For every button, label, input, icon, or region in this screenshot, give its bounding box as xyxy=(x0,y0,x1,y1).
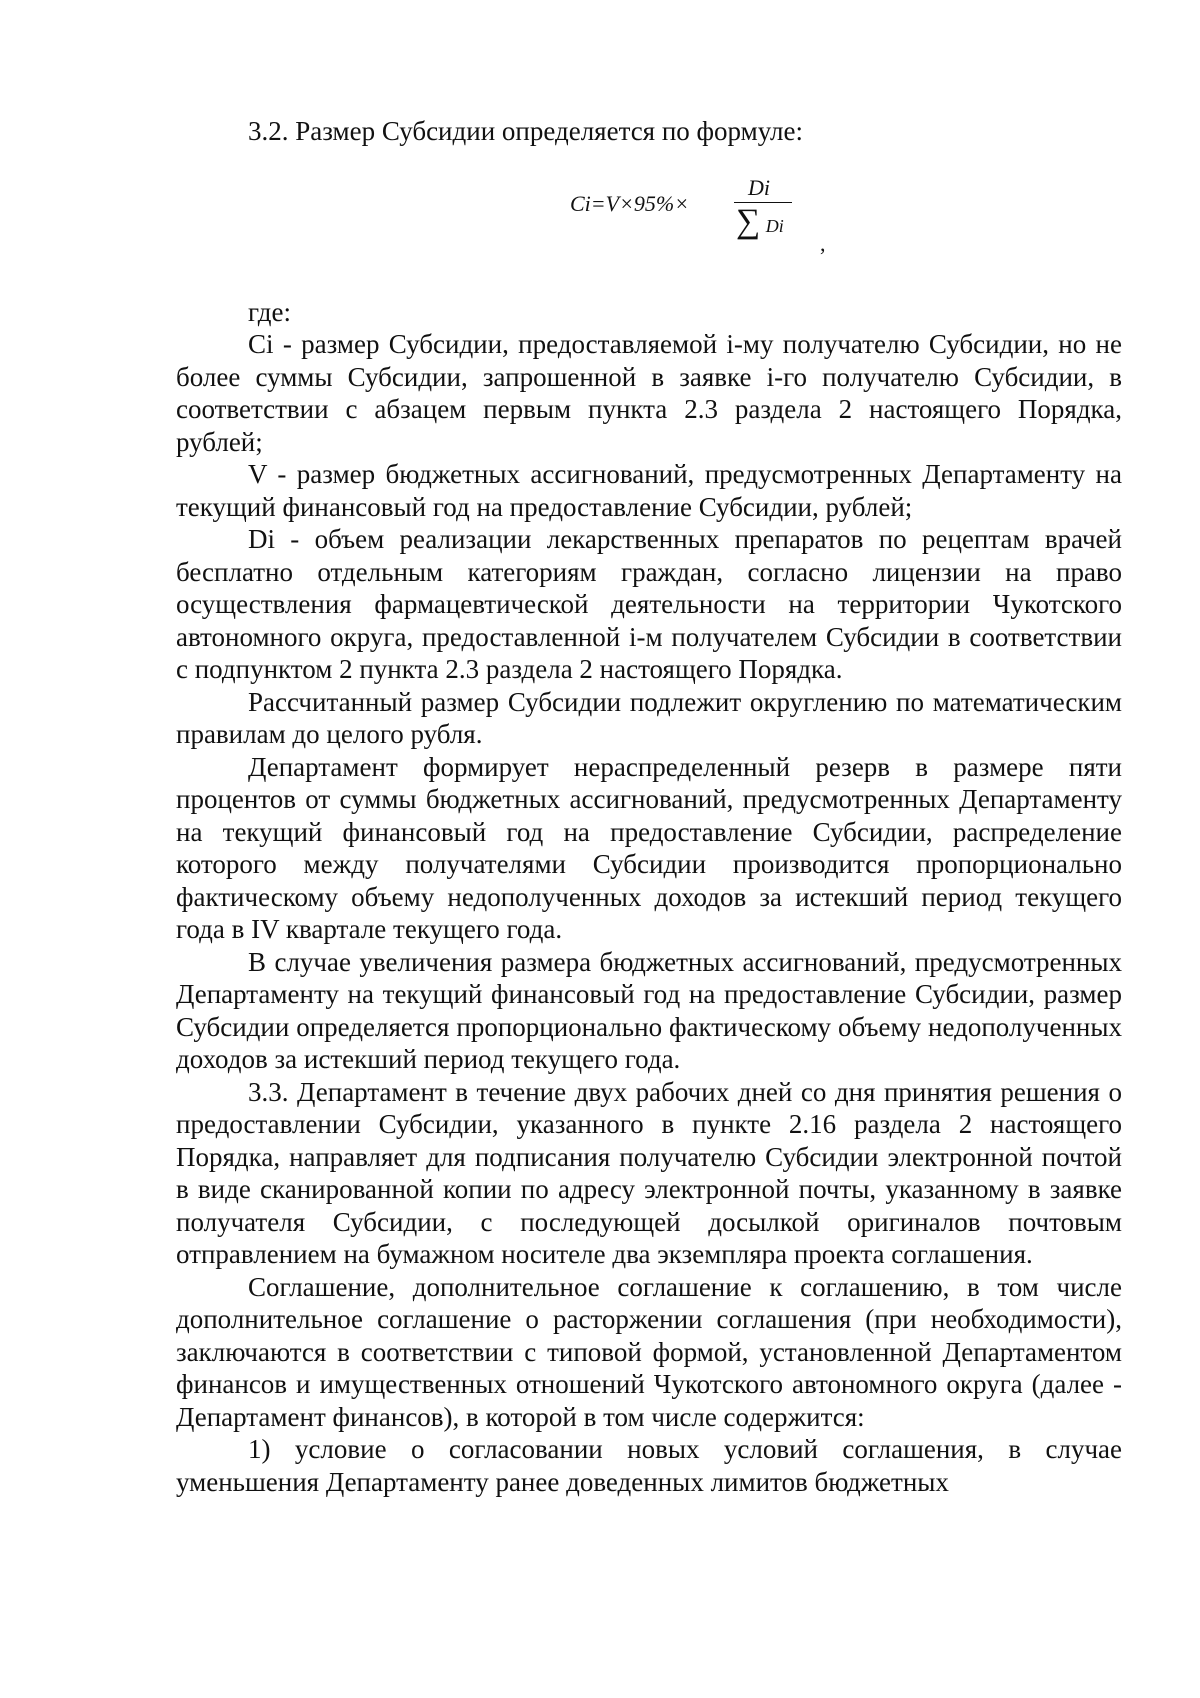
subsidy-formula xyxy=(176,148,1122,296)
formula-numerator: Di xyxy=(748,174,770,200)
formula-denominator-var: Di xyxy=(765,215,784,236)
formula-lhs: Ci=V×95%× xyxy=(570,190,690,216)
paragraph-reserve: Департамент формирует нераспределенный резерв в размере пяти процентов от суммы бюджетных ассигнований, предусмотренных Департаменту на текущий финансовый год на предоставление Субсидии, распределение которого между получателями Субсидии производится пропорционально фактическому объему недополученных доходов за истекший период текущего года в IV квартале текущего года. xyxy=(176,751,1122,944)
paragraph-v-definition: V - размер бюджетных ассигнований, предусмотренных Департаменту на текущий финансовый год на предоставление Субсидии, рублей; xyxy=(176,459,1122,522)
paragraph-ci-definition: Ci - размер Субсидии, предоставляемой i-му получателю Субсидии, но не более суммы Субсидии, запрошенной в заявке i-го получателю Субсидии, в соответствии с абзацем первым пункта 2.3 раздела 2 настоящего Порядка, рублей; xyxy=(176,329,1122,457)
paragraph-di-definition: Di - объем реализации лекарственных препаратов по рецептам врачей бесплатно отдельным категориям граждан, согласно лицензии на право осуществления фармацевтической деятельности на территории Чукотского автономного округа, предоставленной i-м получателем Субсидии в соответствии с подпунктом 2 пункта 2.3 раздела 2 настоящего Порядка. xyxy=(176,524,1122,684)
formula-trailing-comma: , xyxy=(820,230,826,256)
section-heading: 3.2. Размер Субсидии определяется по формуле: xyxy=(248,116,803,146)
sigma-icon: ∑ xyxy=(736,202,761,240)
paragraph-condition-1: 1) условие о согласовании новых условий соглашения, в случае уменьшения Департаменту ранее доведенных лимитов бюджетных xyxy=(176,1434,1122,1497)
paragraph-section-3-3: 3.3. Департамент в течение двух рабочих дней со дня принятия решения о предоставлении Субсидии, указанного в пункте 2.16 раздела 2 настоящего Порядка, направляет для подписания получателю Субсидии электронной почтой в виде сканированной копии по адресу электронной почты, указанному в заявке получателя Субсидии, с последующей досылкой оригиналов почтовым отправлением на бумажном носителе два экземпляра проекта соглашения. xyxy=(176,1076,1122,1269)
paragraph-agreement: Соглашение, дополнительное соглашение к соглашению, в том числе дополнительное соглашение о расторжении соглашения (при необходимости), заключаются в соответствии с типовой формой, установленной Департаментом финансов и имущественных отношений Чукотского автономного округа (далее - Департамент финансов), в которой в том числе содержится: xyxy=(176,1271,1122,1432)
paragraph-increase: В случае увеличения размера бюджетных ассигнований, предусмотренных Департаменту на текущий финансовый год на предоставление Субсидии, размер Субсидии определяется пропорционально фактическому объему недополученных доходов за истекший период текущего года. xyxy=(176,946,1122,1074)
document-body xyxy=(176,115,1122,1498)
formula-denominator xyxy=(736,202,784,243)
paragraph-rounding: Рассчитанный размер Субсидии подлежит округлению по математическим правилам до целого рубля. xyxy=(176,686,1122,749)
where-label: где: xyxy=(248,296,291,327)
